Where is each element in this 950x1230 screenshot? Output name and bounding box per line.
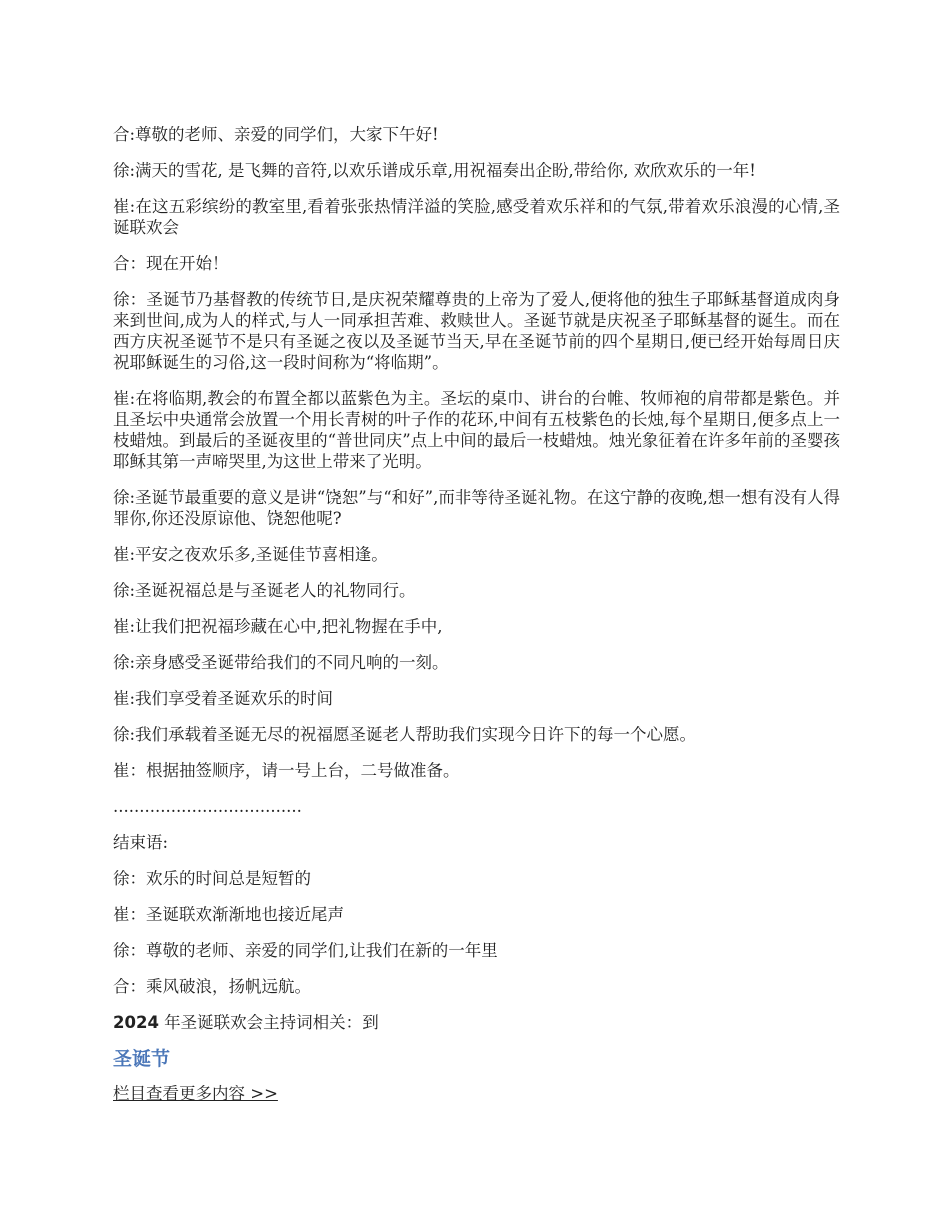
dialogue-line: 崔:我们享受着圣诞欢乐的时间 bbox=[113, 689, 334, 708]
more-content-link[interactable]: 栏目查看更多内容 >> bbox=[113, 1084, 278, 1103]
dialogue-line: 徐:亲身感受圣诞带给我们的不同凡响的一刻。 bbox=[113, 653, 449, 672]
document-body bbox=[113, 124, 840, 1104]
dialogue-line: 崔：根据抽签顺序，请一号上台，二号做准备。 bbox=[113, 761, 460, 780]
closing-line: 崔：圣诞联欢渐渐地也接近尾声 bbox=[113, 905, 344, 924]
dialogue-line: 崔:在这五彩缤纷的教室里,看着张张热情洋溢的笑脸,感受着欢乐祥和的气氛,带着欢乐浪漫的心情,圣诞联欢会 bbox=[113, 197, 840, 237]
dialogue-line: 徐:满天的雪花, 是飞舞的音符,以欢乐谱成乐章,用祝福奏出企盼,带给你, 欢欣欢乐的一年! bbox=[113, 161, 756, 180]
closing-label: 结束语: bbox=[113, 833, 169, 852]
dialogue-line: 崔:让我们把祝福珍藏在心中,把礼物握在手中, bbox=[113, 617, 443, 636]
closing-line: 合：乘风破浪，扬帆远航。 bbox=[113, 977, 311, 996]
dialogue-line: 崔:在将临期,教会的布置全都以蓝紫色为主。圣坛的桌巾、讲台的台帷、牧师袍的肩带都是紫色。并且圣坛中央通常会放置一个用长青树的叶子作的花环,中间有五枝紫色的长烛,每个星期日,便多点上一枝蜡烛。到最后的圣诞夜里的“普世同庆”点上中间的最后一枝蜡烛。烛光象征着在许多年前的圣婴孩耶稣其第一声啼哭里,为这世上带来了光明。 bbox=[113, 389, 840, 471]
section-heading[interactable]: 圣诞节 bbox=[113, 1048, 171, 1070]
dialogue-line: 合：现在开始！ bbox=[113, 254, 229, 273]
dialogue-line: 徐:我们承载着圣诞无尽的祝福愿圣诞老人帮助我们实现今日许下的每一个心愿。 bbox=[113, 725, 697, 744]
related-link[interactable]: 到 bbox=[362, 1013, 379, 1032]
separator: .................................... bbox=[113, 797, 302, 816]
closing-line: 徐：尊敬的老师、亲爱的同学们,让我们在新的一年里 bbox=[113, 941, 498, 960]
dialogue-line: 崔:平安之夜欢乐多,圣诞佳节喜相逢。 bbox=[113, 545, 388, 564]
related-text: 年圣诞联欢会主持词相关： bbox=[158, 1013, 363, 1032]
dialogue-line: 徐:圣诞节最重要的意义是讲“饶恕”与“和好”,而非等待圣诞礼物。在这宁静的夜晚,想一想有没有人得罪你,你还没原谅他、饶恕他呢? bbox=[113, 488, 840, 528]
related-year: 2024 bbox=[113, 1013, 159, 1032]
dialogue-line: 合:尊敬的老师、亲爱的同学们，大家下午好! bbox=[113, 125, 439, 144]
closing-line: 徐：欢乐的时间总是短暂的 bbox=[113, 869, 311, 888]
dialogue-line: 徐：圣诞节乃基督教的传统节日,是庆祝荣耀尊贵的上帝为了爱人,便将他的独生子耶稣基督道成肉身来到世间,成为人的样式,与人一同承担苦难、救赎世人。圣诞节就是庆祝圣子耶稣基督的诞生。而在西方庆祝圣诞节不是只有圣诞之夜以及圣诞节当天,早在圣诞节前的四个星期日,便已经开始每周日庆祝耶稣诞生的习俗,这一段时间称为“将临期”。 bbox=[113, 290, 840, 372]
related-line bbox=[113, 1012, 840, 1033]
dialogue-line: 徐:圣诞祝福总是与圣诞老人的礼物同行。 bbox=[113, 581, 416, 600]
